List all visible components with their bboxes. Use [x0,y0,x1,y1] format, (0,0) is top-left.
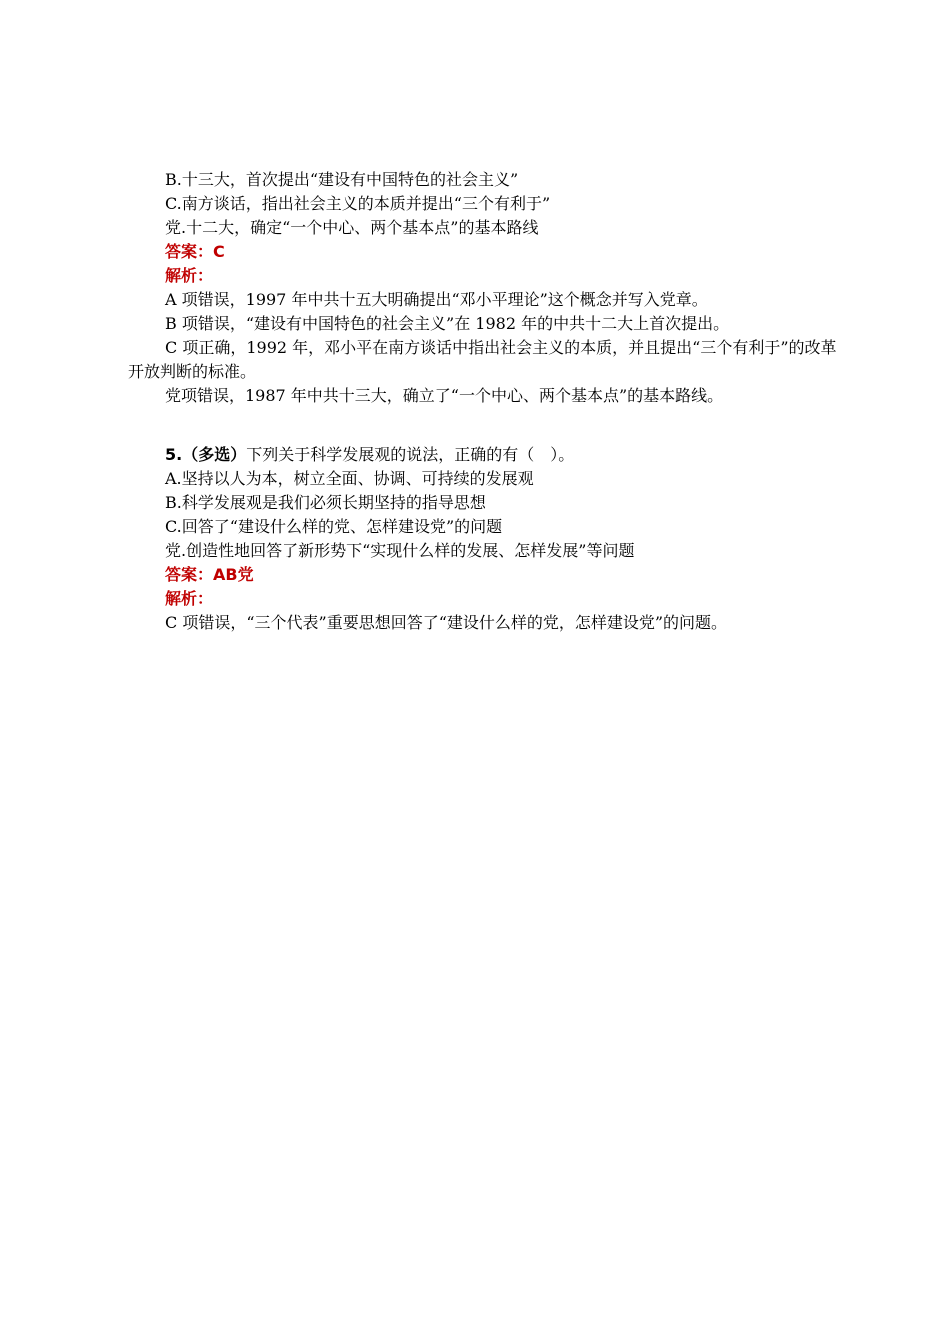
option-c: C.回答了“建设什么样的党、怎样建设党”的问题 [165,517,503,536]
option-b: B.科学发展观是我们必须长期坚持的指导思想 [165,493,486,512]
option-d: 党.十二大，确定“一个中心、两个基本点”的基本路线 [165,218,539,237]
spacer [128,408,838,443]
option-d: 党.创造性地回答了新形势下“实现什么样的发展、怎样发展”等问题 [165,541,635,560]
analysis-paragraph: B 项错误，“建设有中国特色的社会主义”在 1982 年的中共十二大上首次提出。 [165,314,730,333]
question-5 [128,443,838,635]
document-content [128,168,838,635]
analysis-paragraph: C 项错误，“三个代表”重要思想回答了“建设什么样的党，怎样建设党”的问题。 [165,613,728,632]
answer: 答案：AB党 [165,565,254,584]
question-4 [128,168,838,408]
analysis-paragraph: C 项正确，1992 年，邓小平在南方谈话中指出社会主义的本质，并且提出“三个有利于”的改革开放判断的标准。 [128,338,837,381]
question-number: 5. [165,445,183,464]
analysis-paragraph: A 项错误，1997 年中共十五大明确提出“邓小平理论”这个概念并写入党章。 [165,290,708,309]
option-c: C.南方谈话，指出社会主义的本质并提出“三个有利于” [165,194,551,213]
option-b: B.十三大，首次提出“建设有中国特色的社会主义” [165,170,519,189]
analysis-paragraph: 党项错误，1987 年中共十三大，确立了“一个中心、两个基本点”的基本路线。 [165,386,724,405]
analysis-label: 解析： [165,589,214,608]
question-text: 下列关于科学发展观的说法，正确的有（ ）。 [246,445,575,464]
answer: 答案：C [165,242,225,261]
question-type: （多选） [182,445,247,464]
option-a: A.坚持以人为本，树立全面、协调、可持续的发展观 [165,469,534,488]
analysis-label: 解析： [165,266,214,285]
question-stem [128,443,838,467]
